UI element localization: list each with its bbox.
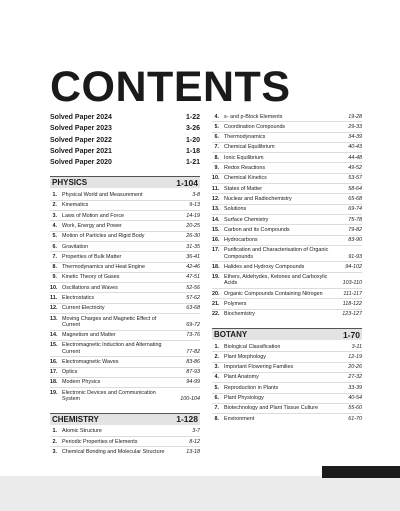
chapter-number: 18. xyxy=(50,379,58,386)
chapter-number: 7. xyxy=(52,253,57,260)
chapter-row[interactable] xyxy=(212,215,362,225)
chapter-title: Plant Morphology xyxy=(224,353,266,360)
chapter-title: Thermodynamics and Heat Engine xyxy=(62,264,145,271)
chapter-row[interactable] xyxy=(50,242,200,252)
chapter-title: Kinetic Theory of Gases xyxy=(62,274,120,281)
chapter-number: 17. xyxy=(212,247,220,254)
chapter-row[interactable] xyxy=(50,221,200,231)
chapter-number: 2. xyxy=(214,353,219,360)
chapter-row[interactable] xyxy=(212,352,362,362)
chapter-number: 11. xyxy=(212,185,220,192)
chapter-number: 14. xyxy=(212,216,220,223)
chapter-row[interactable] xyxy=(50,263,200,273)
chemistry-section xyxy=(50,413,200,457)
chapter-row[interactable] xyxy=(50,252,200,262)
chapter-row[interactable] xyxy=(212,342,362,352)
chapter-title: Motion of Particles and Rigid Body xyxy=(62,233,145,240)
chapter-pages: 79-82 xyxy=(348,226,362,233)
solved-paper-pages: 1-18 xyxy=(185,147,200,155)
chapter-number: 6. xyxy=(214,134,219,141)
chapter-pages: 63-68 xyxy=(186,305,200,312)
chapter-pages: 8-12 xyxy=(189,438,200,445)
chapter-pages: 19-28 xyxy=(348,113,362,120)
chapter-title: Chemical Equilibrium xyxy=(224,144,275,151)
chapter-number: 10. xyxy=(212,175,220,182)
chapter-pages: 14-19 xyxy=(186,212,200,219)
chapter-row[interactable] xyxy=(50,201,200,211)
chapter-title: Physical World and Measurement xyxy=(62,192,143,199)
chapter-row[interactable] xyxy=(50,232,200,242)
chapter-row[interactable] xyxy=(212,194,362,204)
chapter-number: 3. xyxy=(214,364,219,371)
chapter-pages: 3-7 xyxy=(192,428,200,435)
physics-chapter-list xyxy=(50,190,200,403)
chapter-pages: 40-43 xyxy=(348,144,362,151)
chapter-row[interactable] xyxy=(50,388,200,404)
chapter-row[interactable] xyxy=(50,273,200,283)
chapter-pages: 77-82 xyxy=(186,348,200,355)
chapter-pages: 111-117 xyxy=(343,290,362,297)
chapter-row[interactable] xyxy=(212,414,362,423)
chapter-pages: 12-19 xyxy=(348,353,362,360)
chapter-pages: 49-52 xyxy=(348,165,362,172)
chapter-number: 5. xyxy=(214,123,219,130)
chapter-title: Moving Charges and Magnetic Effect of Current xyxy=(62,315,157,328)
chapter-title: Chemical Bonding and Molecular Structure xyxy=(62,448,165,455)
chapter-pages: 118-122 xyxy=(342,301,362,307)
chapter-pages: 69-72 xyxy=(186,321,200,328)
chapter-title: Laws of Motion and Force xyxy=(62,212,125,219)
chapter-number: 1. xyxy=(52,428,57,435)
chapter-pages: 44-48 xyxy=(348,154,362,161)
chapter-title: Electrostatics xyxy=(62,295,95,301)
chapter-row[interactable] xyxy=(50,368,200,378)
chapter-number: 3. xyxy=(52,212,57,219)
chapter-pages: 3-8 xyxy=(192,192,200,199)
chapter-number: 7. xyxy=(214,144,219,151)
chapter-title: Coordination Compounds xyxy=(224,123,286,130)
solved-paper-entry[interactable] xyxy=(50,123,200,134)
chapter-pages: 91-93 xyxy=(348,253,362,260)
solved-paper-entry[interactable] xyxy=(50,157,200,168)
chapter-title: Redox Reactions xyxy=(224,165,266,172)
chapter-pages: 87-93 xyxy=(186,369,200,376)
chemistry-chapter-list xyxy=(50,427,200,457)
botany-section xyxy=(212,328,362,423)
chapter-number: 16. xyxy=(50,358,58,365)
chapter-pages: 57-62 xyxy=(186,295,200,301)
page-footer-band xyxy=(0,476,400,511)
chapter-title: Hydrocarbons xyxy=(224,237,258,244)
chapter-row[interactable] xyxy=(50,341,200,358)
solved-paper-pages: 1-21 xyxy=(185,159,200,167)
chapter-number: 12. xyxy=(50,305,58,312)
chapter-row[interactable] xyxy=(212,122,362,132)
chapter-title: Organic Compounds Containing Nitrogen xyxy=(224,290,323,297)
chapter-pages: 36-41 xyxy=(186,253,200,260)
chapter-pages: 75-78 xyxy=(348,216,362,223)
chapter-title: Electromagnetic Induction and Alternating Current xyxy=(62,342,162,355)
chapter-row[interactable] xyxy=(212,174,362,184)
chapter-row[interactable] xyxy=(212,273,362,290)
chapter-title: Plant Physiology xyxy=(224,395,264,402)
chapter-row[interactable] xyxy=(50,190,200,200)
solved-paper-label: Solved Paper 2022 xyxy=(50,136,112,144)
chapter-pages: 20-26 xyxy=(348,364,362,371)
chapter-row[interactable] xyxy=(212,205,362,215)
chapter-number: 5. xyxy=(52,233,57,240)
chapter-pages: 34-39 xyxy=(348,134,362,141)
page-footer-tab xyxy=(322,466,400,478)
chapter-number: 16. xyxy=(212,237,220,244)
chapter-row[interactable] xyxy=(50,211,200,221)
chapter-pages: 61-70 xyxy=(348,415,362,422)
chapter-number: 8. xyxy=(214,415,219,422)
chapter-row[interactable] xyxy=(212,262,362,272)
chapter-number: 10. xyxy=(50,284,58,291)
chapter-number: 8. xyxy=(214,154,219,161)
solved-paper-entry[interactable] xyxy=(50,112,200,123)
chapter-pages: 94-99 xyxy=(186,379,200,386)
chapter-title: s- and p-Block Elements xyxy=(224,113,283,120)
chapter-number: 7. xyxy=(214,405,219,412)
chapter-title: Halides and Hydroxy Compounds xyxy=(224,263,305,270)
chapter-pages: 58-64 xyxy=(348,185,362,192)
chapter-pages: 3-11 xyxy=(351,343,362,350)
chapter-number: 20. xyxy=(212,290,220,297)
chapter-row[interactable] xyxy=(50,378,200,388)
chapter-title: Biotechnology and Plant Tissue Culture xyxy=(224,405,319,412)
chapter-number: 21. xyxy=(212,301,220,307)
chapter-row[interactable] xyxy=(212,394,362,404)
chapter-pages: 55-60 xyxy=(348,405,362,412)
chapter-number: 12. xyxy=(212,195,220,202)
chapter-title: Electronic Devices and Communication System xyxy=(62,389,156,402)
chapter-number: 1. xyxy=(214,343,219,350)
page-title: CONTENTS xyxy=(50,63,291,111)
chapter-number: 14. xyxy=(50,332,58,339)
chapter-number: 6. xyxy=(214,395,219,402)
chapter-row[interactable] xyxy=(212,225,362,235)
solved-paper-label: Solved Paper 2024 xyxy=(50,114,112,121)
section-name: BOTANY xyxy=(214,330,248,340)
physics-section-header xyxy=(50,176,200,188)
chapter-pages: 42-46 xyxy=(186,264,200,271)
chapter-pages: 40-54 xyxy=(348,395,362,402)
chapter-title: Biological Classification xyxy=(224,343,281,350)
chapter-title: Surface Chemistry xyxy=(224,216,269,223)
chapter-number: 22. xyxy=(212,311,220,318)
chapter-title: Gravitation xyxy=(62,243,89,250)
chapter-title: Magnetism and Matter xyxy=(62,332,116,339)
chapter-pages: 83-90 xyxy=(348,237,362,244)
solved-paper-label: Solved Paper 2020 xyxy=(50,159,112,167)
chapter-number: 5. xyxy=(214,384,219,391)
chapter-title: Environment xyxy=(224,415,255,422)
chapter-row[interactable] xyxy=(212,310,362,319)
chapter-number: 6. xyxy=(52,243,57,250)
chapter-title: Biochemistry xyxy=(224,311,255,318)
physics-section xyxy=(50,176,200,403)
chapter-title: Oscillations and Waves xyxy=(62,284,118,291)
solved-papers-list xyxy=(50,112,200,168)
chapter-title: Thermodynamics xyxy=(224,134,266,141)
chapter-pages: 13-18 xyxy=(186,448,200,455)
chapter-row[interactable] xyxy=(212,184,362,194)
chapter-title: States of Matter xyxy=(224,185,263,192)
chapter-title: Nuclear and Radiochemistry xyxy=(224,195,292,202)
chapter-number: 4. xyxy=(52,222,57,229)
solved-paper-entry[interactable] xyxy=(50,135,200,146)
chapter-pages: 52-56 xyxy=(186,284,200,291)
right-column xyxy=(212,112,362,432)
chapter-pages: 9-13 xyxy=(189,202,200,209)
chapter-number: 19. xyxy=(50,389,58,396)
chapter-number: 8. xyxy=(52,264,57,271)
chapter-title: Kinematics xyxy=(62,202,89,209)
chapter-title: Solutions xyxy=(224,206,247,213)
chapter-row[interactable] xyxy=(50,293,200,303)
chapter-pages: 73-76 xyxy=(186,332,200,339)
chapter-pages: 94-102 xyxy=(345,263,362,270)
chapter-title: Important Flowering Families xyxy=(224,364,294,371)
chemistry-section-continued xyxy=(212,112,362,319)
chapter-pages: 20-25 xyxy=(186,222,200,229)
chapter-pages: 103-110 xyxy=(342,280,362,287)
chapter-number: 1. xyxy=(52,192,57,199)
chapter-pages: 100-104 xyxy=(180,395,200,402)
chapter-row[interactable] xyxy=(50,304,200,314)
chapter-row[interactable] xyxy=(50,331,200,341)
chapter-number: 18. xyxy=(212,263,220,270)
chapter-row[interactable] xyxy=(50,357,200,367)
chapter-title: Work, Energy and Power xyxy=(62,222,122,229)
chapter-row[interactable] xyxy=(212,404,362,414)
chapter-pages: 33-39 xyxy=(348,384,362,391)
chapter-pages: 83-86 xyxy=(186,358,200,365)
chapter-row[interactable] xyxy=(212,112,362,122)
section-range: 1-70 xyxy=(342,329,360,340)
chapter-row[interactable] xyxy=(50,314,200,331)
solved-paper-label: Solved Paper 2023 xyxy=(50,125,112,133)
chemistry-section-header xyxy=(50,413,200,425)
chapter-number: 19. xyxy=(212,274,220,281)
chapter-number: 4. xyxy=(214,113,219,120)
chapter-number: 15. xyxy=(212,226,220,233)
left-column xyxy=(50,112,200,466)
chapter-title: Purification and Characterisation of Organic Compounds xyxy=(224,247,329,260)
chapter-title: Carbon and its Compounds xyxy=(224,226,290,233)
chapter-row[interactable] xyxy=(212,289,362,299)
chapter-row[interactable] xyxy=(50,283,200,293)
chapter-row[interactable] xyxy=(50,437,200,447)
chapter-row[interactable] xyxy=(50,447,200,456)
chapter-pages: 26-30 xyxy=(186,233,200,240)
chapter-title: Plant Anatomy xyxy=(224,374,259,381)
chapter-title: Current Electricity xyxy=(62,305,105,312)
chapter-number: 9. xyxy=(52,274,57,281)
chapter-row[interactable] xyxy=(50,427,200,437)
chapter-pages: 53-57 xyxy=(348,175,362,182)
chapter-row[interactable] xyxy=(212,133,362,143)
chapter-pages: 27-32 xyxy=(348,374,362,381)
chapter-number: 3. xyxy=(52,448,57,455)
chapter-row[interactable] xyxy=(212,373,362,383)
chapter-row[interactable] xyxy=(212,163,362,173)
chapter-row[interactable] xyxy=(212,236,362,246)
chapter-number: 15. xyxy=(50,342,58,349)
chapter-pages: 31-35 xyxy=(186,243,200,250)
chapter-pages: 29-33 xyxy=(348,123,362,130)
chapter-title: Periodic Properties of Elements xyxy=(62,438,138,445)
botany-section-header xyxy=(212,328,362,340)
chapter-title: Optics xyxy=(62,369,78,376)
chapter-number: 13. xyxy=(212,206,220,213)
chapter-title: Ethers, Aldehydes, Ketones and Carboxylic Acids xyxy=(224,274,328,287)
solved-paper-pages: 3-26 xyxy=(185,125,200,133)
section-name: PHYSICS xyxy=(52,178,88,188)
solved-paper-entry[interactable] xyxy=(50,146,200,157)
chapter-title: Chemical Kinetics xyxy=(224,175,267,182)
chapter-title: Polymers xyxy=(224,301,247,307)
chapter-title: Modern Physics xyxy=(62,379,101,386)
chapter-number: 2. xyxy=(52,202,57,209)
section-range: 1-104 xyxy=(176,177,198,188)
chapter-title: Ionic Equilibrium xyxy=(224,154,264,161)
chapter-title: Electromagnetic Waves xyxy=(62,358,119,365)
chapter-row[interactable] xyxy=(212,363,362,373)
chapter-pages: 69-74 xyxy=(348,206,362,213)
chapter-number: 2. xyxy=(52,438,57,445)
chapter-row[interactable] xyxy=(212,153,362,163)
chapter-number: 11. xyxy=(50,295,58,301)
chapter-row[interactable] xyxy=(212,299,362,309)
solved-paper-label: Solved Paper 2021 xyxy=(50,147,112,155)
solved-paper-pages: 1-20 xyxy=(185,136,200,144)
chapter-title: Properties of Bulk Matter xyxy=(62,253,122,260)
chapter-title: Atomic Structure xyxy=(62,428,102,435)
chapter-title: Reproduction in Plants xyxy=(224,384,279,391)
solved-paper-pages: 1-22 xyxy=(185,114,200,121)
chapter-pages: 123-127 xyxy=(342,311,362,318)
chapter-row[interactable] xyxy=(212,143,362,153)
chapter-pages: 65-68 xyxy=(348,195,362,202)
chapter-number: 17. xyxy=(50,369,58,376)
botany-chapter-list xyxy=(212,342,362,423)
section-name: CHEMISTRY xyxy=(52,414,99,424)
chapter-number: 4. xyxy=(214,374,219,381)
chapter-number: 13. xyxy=(50,315,58,322)
chapter-number: 9. xyxy=(214,165,219,172)
chapter-row[interactable] xyxy=(212,383,362,393)
section-range: 1-128 xyxy=(176,414,198,425)
chapter-pages: 47-51 xyxy=(186,274,200,281)
chemistry-chapter-list-continued xyxy=(212,112,362,319)
chapter-row[interactable] xyxy=(212,246,362,263)
